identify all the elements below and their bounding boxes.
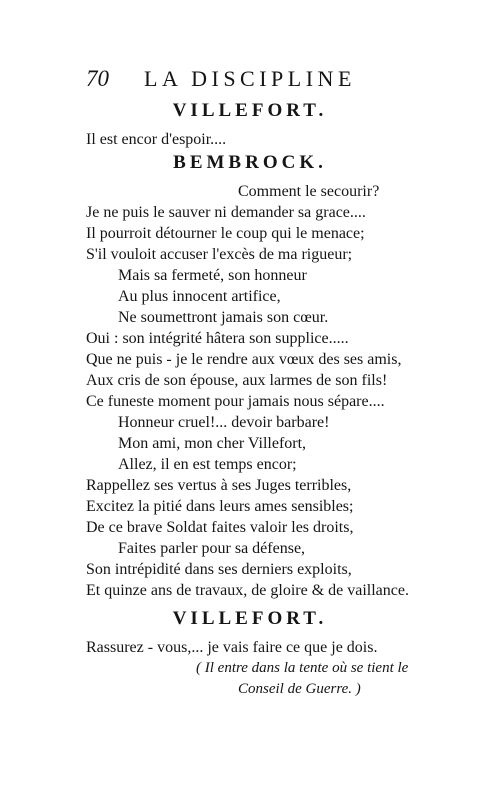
verse-line: Mon ami, mon cher Villefort, xyxy=(118,435,307,452)
verse-line: Que ne puis - je le rendre aux vœux des ses amis, xyxy=(86,351,402,368)
verse-line: Oui : son intégrité hâtera son supplice..... xyxy=(86,330,349,347)
verse-line: Allez, il en est temps encor; xyxy=(118,456,297,473)
verse-line: Honneur cruel!... devoir barbare! xyxy=(118,414,330,431)
stage-direction-line-1: ( Il entre dans la tente où se tient le xyxy=(196,660,409,676)
verse-line: De ce brave Soldat faites valoir les droits, xyxy=(86,519,354,536)
verse-line: Ne soumettront jamais son cœur. xyxy=(118,309,329,326)
verse-line: Faites parler pour sa défense, xyxy=(118,540,306,557)
verse-line: Comment le secourir? xyxy=(238,183,380,200)
verse-line: Excitez la pitié dans leurs ames sensibles; xyxy=(86,498,354,515)
verse-line: Au plus innocent artifice, xyxy=(118,288,281,305)
speaker-villefort: VILLEFORT. xyxy=(172,100,328,121)
verse-line: Aux cris de son épouse, aux larmes de son fils! xyxy=(86,372,388,389)
final-line: Rassurez - vous,... je vais faire ce que je dois. xyxy=(86,639,378,656)
verse-line: Rappellez ses vertus à ses Juges terribles, xyxy=(86,477,352,494)
speaker-bembrock: BEMBROCK. xyxy=(173,152,327,173)
running-title: LA DISCIPLINE xyxy=(144,66,356,91)
verse-line: S'il vouloit accuser l'excès de ma rigueur; xyxy=(86,246,353,263)
verse-line: Et quinze ans de travaux, de gloire & de vaillance. xyxy=(86,582,409,599)
verse-line: Je ne puis le sauver ni demander sa grace.... xyxy=(86,204,366,221)
speaker-villefort-2: VILLEFORT. xyxy=(172,608,328,629)
page-header xyxy=(86,66,440,92)
page-number: 70 xyxy=(86,66,109,91)
verse-line: Il est encor d'espoir.... xyxy=(86,131,227,148)
verse-line: Son intrépidité dans ses derniers exploits, xyxy=(86,561,352,578)
verse-line: Ce funeste moment pour jamais nous sépare.... xyxy=(86,393,385,410)
stage-direction-line-2: Conseil de Guerre. ) xyxy=(238,681,361,697)
verse-line: Il pourroit détourner le coup qui le menace; xyxy=(86,225,365,242)
verse-line: Mais sa fermeté, son honneur xyxy=(118,267,307,284)
